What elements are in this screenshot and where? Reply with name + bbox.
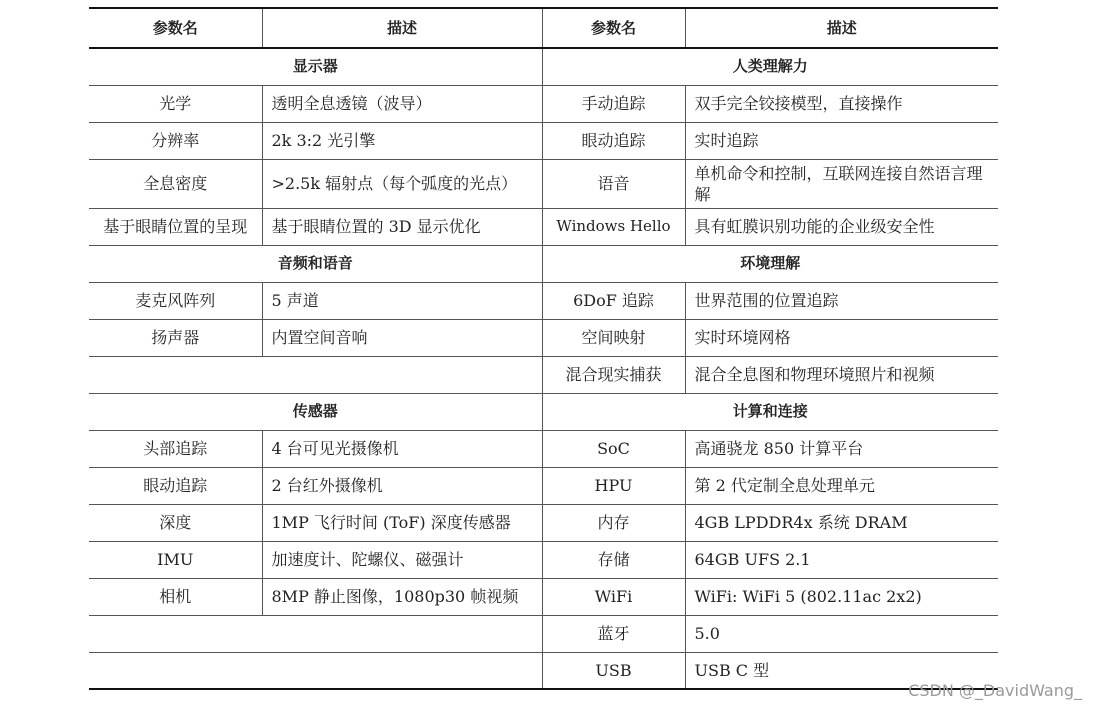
speaker-name: 扬声器 — [89, 319, 262, 356]
header-param: 参数名 — [89, 8, 262, 48]
depth-desc: 1MP 飞行时间 (ToF) 深度传感器 — [262, 504, 542, 541]
hpu-name: HPU — [542, 467, 685, 504]
wifi-name: WiFi — [542, 578, 685, 615]
mem-name: 内存 — [542, 504, 685, 541]
res-desc: 2k 3:2 光引擎 — [262, 122, 542, 159]
hpu-desc: 第 2 代定制全息处理单元 — [685, 467, 998, 504]
table-row — [89, 319, 998, 356]
hand-desc: 双手完全铰接模型，直接操作 — [685, 85, 998, 122]
table-row — [89, 85, 998, 122]
holo-name: 全息密度 — [89, 159, 262, 208]
table-row — [89, 282, 998, 319]
depth-name: 深度 — [89, 504, 262, 541]
voice-desc: 单机命令和控制，互联网连接自然语言理解 — [685, 159, 998, 208]
voice-name: 语音 — [542, 159, 685, 208]
eye-render-name: 基于眼睛位置的呈现 — [89, 208, 262, 245]
eye-desc: 实时追踪 — [685, 122, 998, 159]
dof-name: 6DoF 追踪 — [542, 282, 685, 319]
section-compute: 计算和连接 — [542, 393, 998, 430]
hello-name: Windows Hello — [542, 208, 685, 245]
table-row — [89, 430, 998, 467]
table-row — [89, 356, 998, 393]
camera-desc: 8MP 静止图像，1080p30 帧视频 — [262, 578, 542, 615]
header-desc-2: 描述 — [685, 8, 998, 48]
storage-name: 存储 — [542, 541, 685, 578]
section-display: 显示器 — [89, 48, 542, 85]
table-row — [89, 245, 998, 282]
section-audio: 音频和语音 — [89, 245, 542, 282]
table-row — [89, 122, 998, 159]
eyetrack-name: 眼动追踪 — [89, 467, 262, 504]
section-env: 环境理解 — [542, 245, 998, 282]
mic-name: 麦克风阵列 — [89, 282, 262, 319]
spec-table — [89, 7, 998, 690]
spatial-name: 空间映射 — [542, 319, 685, 356]
table-row — [89, 208, 998, 245]
table-row — [89, 467, 998, 504]
res-name: 分辨率 — [89, 122, 262, 159]
table-row — [89, 393, 998, 430]
section-sensors: 传感器 — [89, 393, 542, 430]
watermark: CSDN @_DavidWang_ — [908, 681, 1082, 700]
mem-desc: 4GB LPDDR4x 系统 DRAM — [685, 504, 998, 541]
imu-desc: 加速度计、陀螺仪、磁强计 — [262, 541, 542, 578]
hello-desc: 具有虹膜识别功能的企业级安全性 — [685, 208, 998, 245]
table-row — [89, 504, 998, 541]
spatial-desc: 实时环境网格 — [685, 319, 998, 356]
table-row — [89, 615, 998, 652]
mrc-desc: 混合全息图和物理环境照片和视频 — [685, 356, 998, 393]
soc-desc: 高通骁龙 850 计算平台 — [685, 430, 998, 467]
eyetrack-desc: 2 台红外摄像机 — [262, 467, 542, 504]
eye-render-desc: 基于眼睛位置的 3D 显示优化 — [262, 208, 542, 245]
empty-cell — [89, 652, 542, 689]
table-row — [89, 541, 998, 578]
section-human: 人类理解力 — [542, 48, 998, 85]
hand-name: 手动追踪 — [542, 85, 685, 122]
table-row — [89, 48, 998, 85]
header-param-2: 参数名 — [542, 8, 685, 48]
imu-name: IMU — [89, 541, 262, 578]
table-row — [89, 578, 998, 615]
usb-name: USB — [542, 652, 685, 689]
empty-cell — [89, 356, 542, 393]
eye-name: 眼动追踪 — [542, 122, 685, 159]
empty-cell — [89, 615, 542, 652]
holo-desc: >2.5k 辐射点（每个弧度的光点） — [262, 159, 542, 208]
table-row — [89, 159, 998, 208]
header-row — [89, 8, 998, 48]
bt-desc: 5.0 — [685, 615, 998, 652]
soc-name: SoC — [542, 430, 685, 467]
storage-desc: 64GB UFS 2.1 — [685, 541, 998, 578]
camera-name: 相机 — [89, 578, 262, 615]
head-desc: 4 台可见光摄像机 — [262, 430, 542, 467]
mrc-name: 混合现实捕获 — [542, 356, 685, 393]
bt-name: 蓝牙 — [542, 615, 685, 652]
optics-desc: 透明全息透镜（波导） — [262, 85, 542, 122]
header-desc: 描述 — [262, 8, 542, 48]
mic-desc: 5 声道 — [262, 282, 542, 319]
usb-desc: USB C 型 — [685, 652, 998, 689]
optics-name: 光学 — [89, 85, 262, 122]
head-name: 头部追踪 — [89, 430, 262, 467]
speaker-desc: 内置空间音响 — [262, 319, 542, 356]
dof-desc: 世界范围的位置追踪 — [685, 282, 998, 319]
wifi-desc: WiFi: WiFi 5 (802.11ac 2x2) — [685, 578, 998, 615]
table-row — [89, 652, 998, 689]
